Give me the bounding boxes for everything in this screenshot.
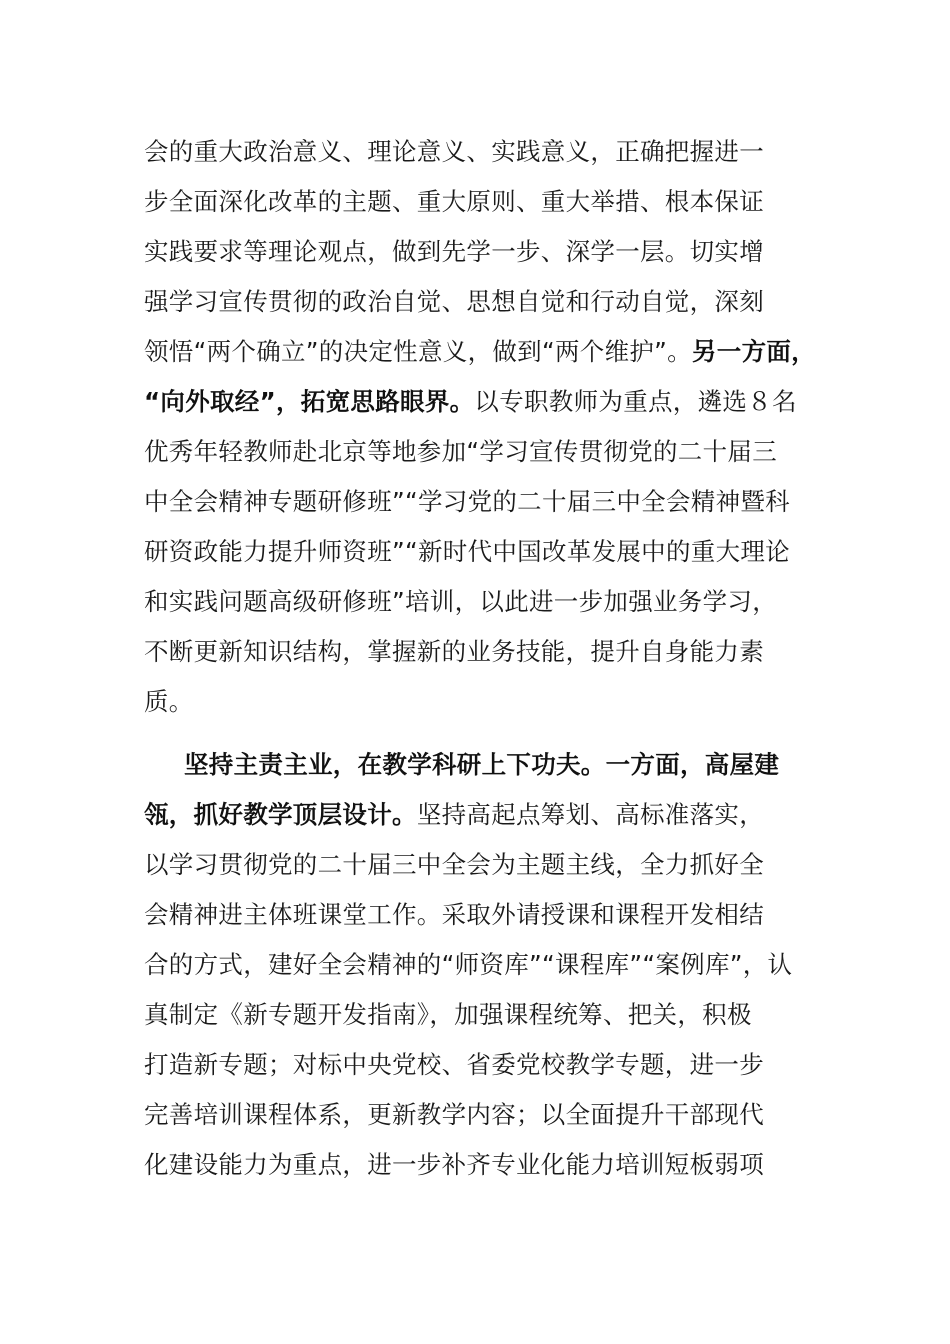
text-line: 研资政能力提升师资班”“新时代中国改革发展中的重大理论 (144, 537, 790, 566)
bold-heading-span: “向外取经”，拓宽思路眼界。 (144, 387, 475, 416)
text-line: 合的方式，建好全会精神的“师资库”“课程库”“案例库”，认 (144, 950, 793, 979)
text-span: 以专职教师为重点，遴选８名 (474, 387, 797, 416)
text-line: 不断更新知识结构，掌握新的业务技能，提升自身能力素 (144, 637, 764, 666)
text-line: 步全面深化改革的主题、重大原则、重大举措、根本保证 (144, 187, 764, 216)
text-line: 以学习贯彻党的二十届三中全会为主题主线，全力抓好全 (144, 850, 764, 879)
text-line (144, 327, 834, 377)
text-line: 质。 (144, 687, 194, 716)
text-line: 打造新专题；对标中央党校、省委党校教学专题，进一步 (144, 1050, 764, 1079)
text-span: 领悟“两个确立”的决定性意义，做到“两个维护”。 (144, 337, 692, 366)
text-line: 和实践问题高级研修班”培训，以此进一步加强业务学习， (144, 587, 777, 616)
text-line: 强学习宣传贯彻的政治自觉、思想自觉和行动自觉，深刻 (144, 287, 764, 316)
text-line (144, 790, 834, 840)
bold-heading-span: 瓴，抓好教学顶层设计。 (144, 800, 417, 829)
text-line: 完善培训课程体系，更新教学内容；以全面提升干部现代 (144, 1100, 764, 1129)
text-line: 优秀年轻教师赴北京等地参加“学习宣传贯彻党的二十届三 (144, 437, 777, 466)
text-line (144, 740, 834, 790)
text-line: 化建设能力为重点，进一步补齐专业化能力培训短板弱项 (144, 1150, 764, 1179)
paragraph-1 (144, 127, 834, 727)
text-line (144, 377, 834, 427)
text-line: 真制定《新专题开发指南》，加强课程统筹、把关，积极 (144, 1000, 752, 1029)
bold-heading-span: 坚持主责主业，在教学科研上下功夫。一方面，高屋建 (184, 750, 780, 779)
text-line: 会精神进主体班课堂工作。采取外请授课和课程开发相结 (144, 900, 764, 929)
text-line: 实践要求等理论观点，做到先学一步、深学一层。切实增 (144, 237, 764, 266)
document-page (144, 127, 834, 1190)
text-line: 中全会精神专题研修班”“学习党的二十届三中全会精神暨科 (144, 487, 790, 516)
paragraph-spacer (144, 727, 834, 740)
text-span: 坚持高起点筹划、高标准落实， (416, 800, 765, 829)
text-line: 会的重大政治意义、理论意义、实践意义，正确把握进一 (144, 137, 764, 166)
bold-heading-span: 另一方面， (691, 337, 816, 366)
paragraph-2 (144, 740, 834, 1190)
